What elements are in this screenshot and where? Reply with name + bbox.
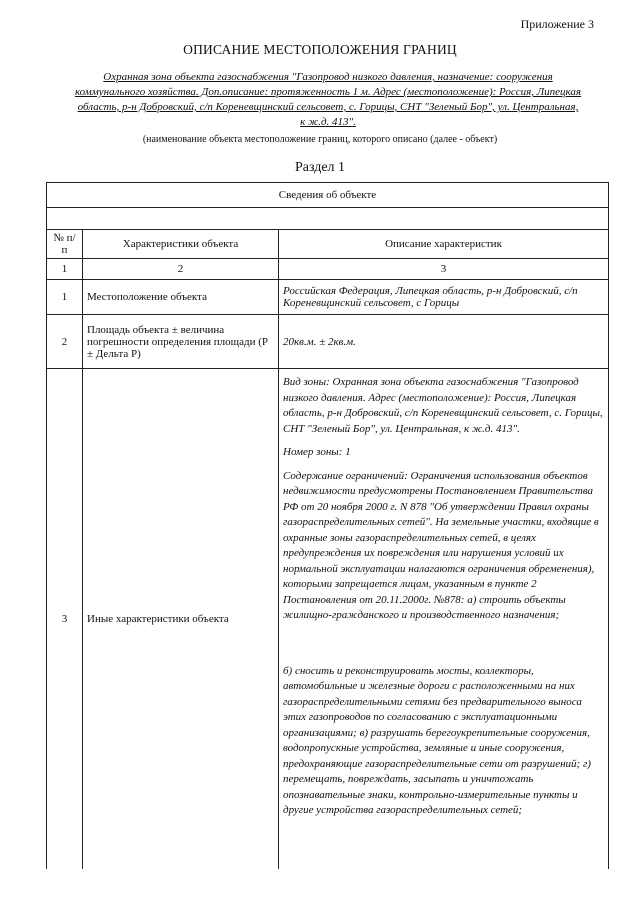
row-description: 20кв.м. ± 2кв.м. xyxy=(279,315,609,369)
description-paragraph: Номер зоны: 1 xyxy=(283,446,351,458)
object-description-line: к ж.д. 413". xyxy=(300,116,356,128)
description-paragraph: б) сносить и реконструировать мосты, коллекторы, автомобильные и железные дороги с расположенными на них газораспределительными сетями без предварительного выноса этих газопроводов по согласованию с эксплуатационными организациями; в) разрушать берегоукрепительные сооружения, водопропускные устройства, земляные и иные сооружения, предохраняющие газораспределительные сети от разрушений; г) перемещать, повреждать, засыпать и уничтожать опознавательные знаки, контрольно-измерительные пункты и другие устройства газораспределительных сетей; xyxy=(283,664,591,816)
column-number: 3 xyxy=(279,259,609,280)
object-description-line: коммунального хозяйства. Доп.описание: протяженность 1 м. Адрес (местоположение): Россия, Липецкая xyxy=(74,86,582,98)
object-description-line: область, р-н Добровский, с/п Кореневщинский сельсовет, с. Горицы, СНТ "Зеленый Бор", ул. Центральная, xyxy=(77,101,579,113)
row-description xyxy=(279,369,609,869)
object-info-table xyxy=(46,182,609,869)
row-description: Российская Федерация, Липецкая область, р-н Добровский, с/п Кореневщинский сельсовет, с Горицы xyxy=(279,280,609,315)
row-number: 2 xyxy=(47,315,83,369)
row-number: 3 xyxy=(47,369,83,869)
column-header-num: № п/п xyxy=(47,230,83,259)
description-paragraph: Содержание ограничений: Ограничения использования объектов недвижимости предусмотрены Постановлением Правительства РФ от 20 ноября 2000 г. N 878 "Об утверждении Правил охраны газораспределительных сетей". На земельные участки, входящие в охранные зоны газораспределительных сетей, в целях предупреждения их повреждения или нарушения условий их нормальной эксплуатации налагаются ограничения обременения), которыми запрещается лицам, указанным в пункте 2 Постановления от 20.11.2000г. №878: а) строить объекты жилищно-гражданского и производственного назначения; xyxy=(283,469,599,621)
table-heading: Сведения об объекте xyxy=(47,183,609,208)
object-description-line: Охранная зона объекта газоснабжения "Газопровод низкого давления, назначение: сооружения xyxy=(103,71,553,83)
column-header-description: Описание характеристик xyxy=(279,230,609,259)
row-number: 1 xyxy=(47,280,83,315)
object-description xyxy=(48,70,608,130)
document-title: ОПИСАНИЕ МЕСТОПОЛОЖЕНИЯ ГРАНИЦ xyxy=(183,42,457,57)
object-caption: (наименование объекта местоположение границ, которого описано (далее - объект) xyxy=(142,134,498,145)
description-paragraph: Вид зоны: Охранная зона объекта газоснабжения "Газопровод низкого давления. Адрес (местоположение): Россия, Липецкая область, р-н Добровский, с/п Кореневщинский сельсовет, с. Горицы, СНТ "Зеленый Бор", ул. Центральная, к ж.д. 413". xyxy=(283,376,603,435)
column-number: 2 xyxy=(83,259,279,280)
row-characteristic: Площадь объекта ± величина погрешности определения площади (P ± Дельта P) xyxy=(83,315,279,369)
empty-row xyxy=(47,208,609,230)
appendix-label: Приложение 3 xyxy=(520,17,594,31)
row-characteristic: Иные характеристики объекта xyxy=(83,369,279,869)
column-number: 1 xyxy=(47,259,83,280)
section-title: Раздел 1 xyxy=(294,160,346,175)
column-header-characteristic: Характеристики объекта xyxy=(83,230,279,259)
row-characteristic: Местоположение объекта xyxy=(83,280,279,315)
